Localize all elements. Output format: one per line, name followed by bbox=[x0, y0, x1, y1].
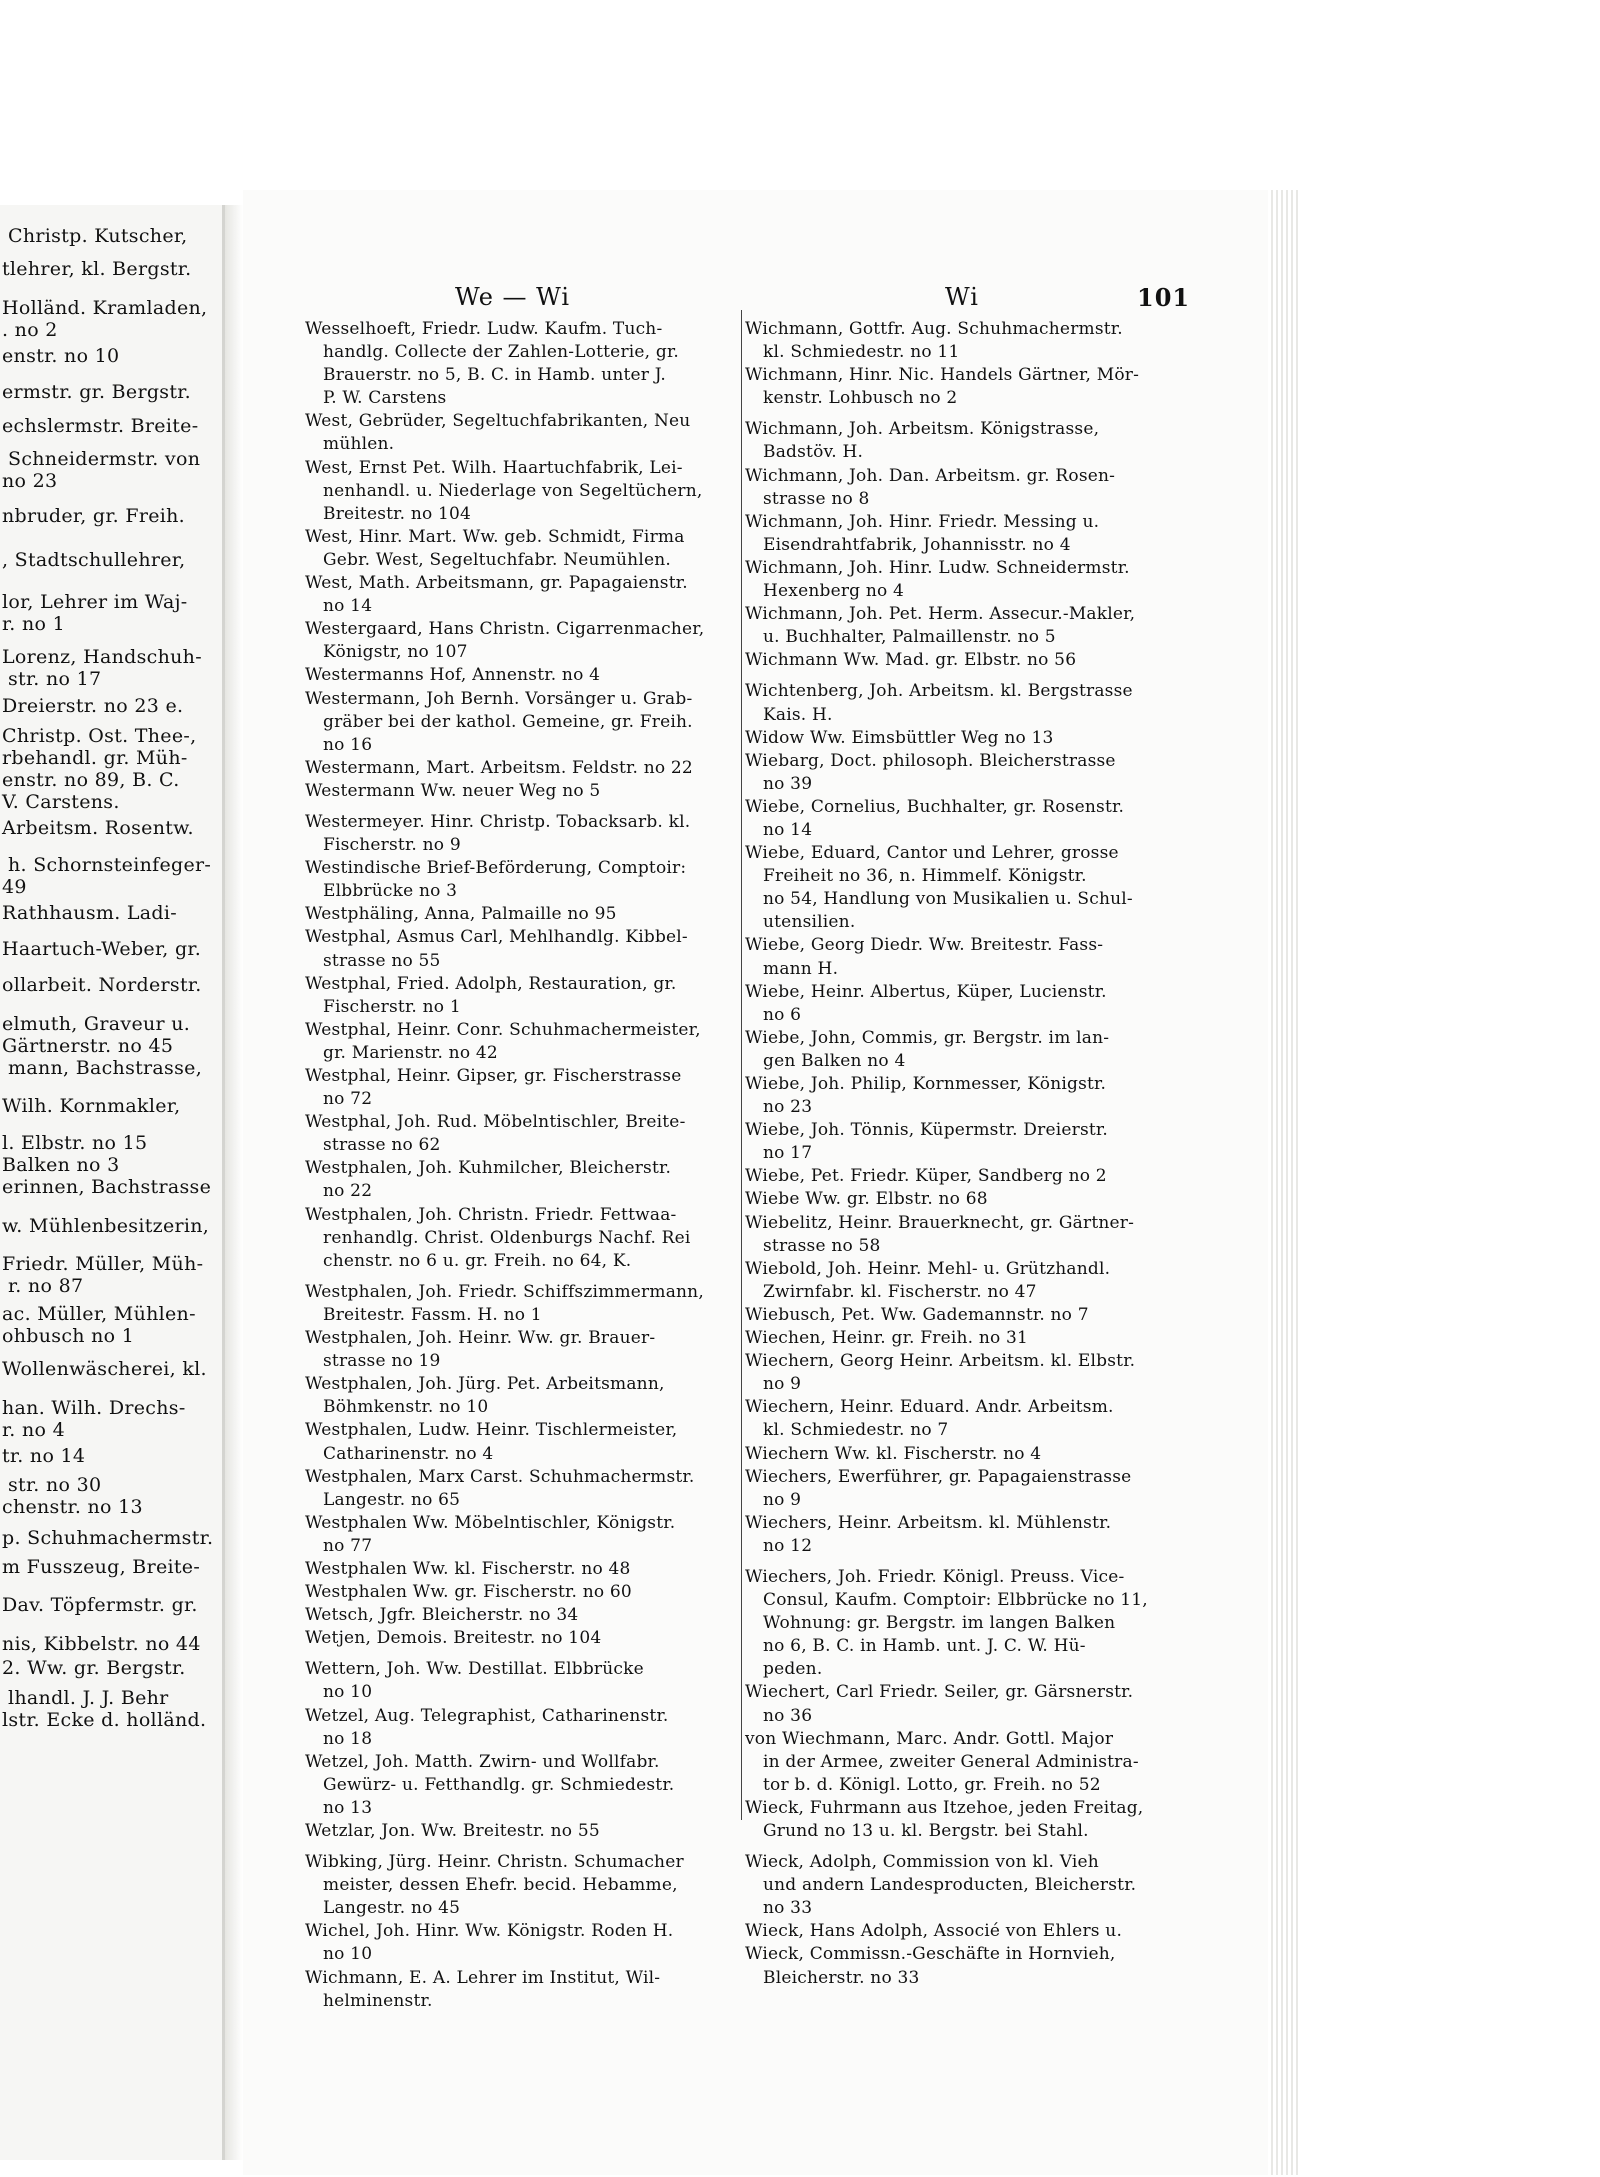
entry-continuation: no 9 bbox=[763, 1489, 802, 1510]
entry-headline: Wiebe, Heinr. Albertus, Küper, Lucienstr. bbox=[745, 981, 1107, 1002]
entry-continuation: no 23 bbox=[763, 1097, 813, 1118]
entry-headline: Wiechern, Georg Heinr. Arbeitsm. kl. Elbstr. bbox=[745, 1351, 1136, 1372]
entry-headline: Wiechers, Joh. Friedr. Königl. Preuss. Vice- bbox=[745, 1566, 1125, 1587]
left-page-line: han. Wilh. Drechs- bbox=[2, 1397, 186, 1419]
entry-headline: Wiebe, Pet. Friedr. Küper, Sandberg no 2 bbox=[745, 1166, 1107, 1187]
entry-continuation: chenstr. no 6 u. gr. Freih. no 64, K. bbox=[323, 1250, 632, 1271]
entry-headline: Westphalen, Marx Carst. Schuhmachermstr. bbox=[305, 1466, 695, 1487]
entry-continuation: Böhmkenstr. no 10 bbox=[323, 1397, 489, 1418]
left-page-line: m Fusszeug, Breite- bbox=[2, 1556, 201, 1578]
entry-headline: Wiebe, Joh. Tönnis, Küpermstr. Dreierstr. bbox=[745, 1120, 1108, 1141]
entry-continuation: no 39 bbox=[763, 773, 813, 794]
entry-continuation: no 18 bbox=[323, 1728, 373, 1749]
left-page-line: w. Mühlenbesitzerin, bbox=[2, 1215, 210, 1237]
entry-headline: Wiebusch, Pet. Ww. Gademannstr. no 7 bbox=[745, 1304, 1089, 1325]
entry-headline: Westphal, Asmus Carl, Mehlhandlg. Kibbel- bbox=[305, 927, 688, 948]
entry-headline: Westphal, Fried. Adolph, Restauration, gr. bbox=[305, 973, 677, 994]
entry-continuation: Fischerstr. no 9 bbox=[323, 835, 461, 856]
left-page-line: Lorenz, Handschuh- bbox=[2, 646, 202, 668]
entry-headline: Wiechern, Heinr. Eduard. Andr. Arbeitsm. bbox=[745, 1397, 1114, 1418]
left-page-line: , Stadtschullehrer, bbox=[2, 549, 186, 571]
entry-continuation: no 54, Handlung von Musikalien u. Schul- bbox=[763, 889, 1133, 910]
entry-continuation: helminenstr. bbox=[323, 1990, 433, 2011]
entry-headline: Wiechert, Carl Friedr. Seiler, gr. Gärsnerstr. bbox=[745, 1682, 1134, 1703]
entry-headline: Wichmann, Hinr. Nic. Handels Gärtner, Mör- bbox=[745, 365, 1140, 386]
entry-headline: Westphäling, Anna, Palmaille no 95 bbox=[305, 904, 617, 925]
entry-headline: Westermann, Joh Bernh. Vorsänger u. Grab- bbox=[305, 688, 693, 709]
entry-continuation: no 9 bbox=[763, 1374, 802, 1395]
entry-continuation: no 14 bbox=[323, 596, 373, 617]
left-page-line: 49 bbox=[2, 876, 27, 898]
entry-headline: Wichmann Ww. Mad. gr. Elbstr. no 56 bbox=[745, 650, 1077, 671]
entry-continuation: Breitestr. no 104 bbox=[323, 503, 472, 524]
left-page-line: elmuth, Graveur u. bbox=[2, 1013, 191, 1035]
left-page-line: erinnen, Bachstrasse bbox=[2, 1176, 212, 1198]
entry-continuation: peden. bbox=[763, 1659, 823, 1680]
entry-continuation: Langestr. no 65 bbox=[323, 1489, 461, 1510]
entry-continuation: strasse no 19 bbox=[323, 1351, 441, 1372]
entry-continuation: no 72 bbox=[323, 1089, 373, 1110]
entry-continuation: no 17 bbox=[763, 1143, 813, 1164]
entry-headline: West, Ernst Pet. Wilh. Haartuchfabrik, Lei- bbox=[305, 457, 683, 478]
entry-headline: Widow Ww. Eimsbüttler Weg no 13 bbox=[745, 727, 1054, 748]
page-edge bbox=[1268, 190, 1300, 2175]
entry-continuation: no 13 bbox=[323, 1797, 373, 1818]
left-page-line: ac. Müller, Mühlen- bbox=[2, 1303, 196, 1325]
entry-continuation: und andern Landesproducten, Bleicherstr. bbox=[763, 1875, 1137, 1896]
entry-continuation: no 36 bbox=[763, 1705, 813, 1726]
entry-continuation: Breitestr. Fassm. H. no 1 bbox=[323, 1304, 542, 1325]
entry-headline: Wiebelitz, Heinr. Brauerknecht, gr. Gärtner- bbox=[745, 1212, 1135, 1233]
entry-continuation: Freiheit no 36, n. Himmelf. Königstr. bbox=[763, 866, 1087, 887]
entry-continuation: Fischerstr. no 1 bbox=[323, 996, 461, 1017]
left-page-line: 2. Ww. gr. Bergstr. bbox=[2, 1657, 186, 1679]
entry-gap bbox=[745, 1558, 1195, 1566]
left-page-line: . no 2 bbox=[2, 319, 58, 341]
left-page-line: enstr. no 10 bbox=[2, 345, 120, 367]
left-page-line: Arbeitsm. Rosentw. bbox=[2, 817, 194, 839]
entry-headline: Wichmann, Gottfr. Aug. Schuhmachermstr. bbox=[745, 319, 1123, 339]
entry-headline: Westphalen, Joh. Friedr. Schiffszimmermann, bbox=[305, 1281, 704, 1302]
entry-continuation: meister, dessen Ehefr. becid. Hebamme, bbox=[323, 1875, 678, 1896]
entry-headline: Wetjen, Demois. Breitestr. no 104 bbox=[305, 1628, 602, 1649]
directory-column-right bbox=[745, 318, 1195, 1990]
entry-continuation: Kais. H. bbox=[763, 704, 833, 725]
entry-headline: Wiebe, Cornelius, Buchhalter, gr. Rosenstr. bbox=[745, 796, 1125, 817]
entry-continuation: Wohnung: gr. Bergstr. im langen Balken bbox=[763, 1613, 1116, 1634]
entry-gap bbox=[745, 672, 1195, 680]
left-page-line: chenstr. no 13 bbox=[2, 1496, 143, 1518]
entry-headline: Wiechen, Heinr. gr. Freih. no 31 bbox=[745, 1328, 1029, 1349]
left-page-line: nis, Kibbelstr. no 44 bbox=[2, 1633, 201, 1655]
entry-gap bbox=[305, 1843, 745, 1851]
entry-continuation: no 77 bbox=[323, 1535, 373, 1556]
left-page-line: lhandl. J. J. Behr bbox=[8, 1687, 169, 1709]
left-page-line: ohbusch no 1 bbox=[2, 1325, 135, 1347]
entry-headline: Westphalen, Joh. Jürg. Pet. Arbeitsmann, bbox=[305, 1374, 665, 1395]
running-header-left: We — Wi bbox=[455, 283, 571, 311]
entry-continuation: Zwirnfabr. kl. Fischerstr. no 47 bbox=[763, 1281, 1037, 1302]
entry-headline: Wesselhoeft, Friedr. Ludw. Kaufm. Tuch- bbox=[305, 319, 663, 339]
left-page-line: r. no 4 bbox=[2, 1419, 65, 1441]
left-page-line: Gärtnerstr. no 45 bbox=[2, 1035, 174, 1057]
entry-headline: Wetzel, Aug. Telegraphist, Catharinenstr. bbox=[305, 1705, 669, 1726]
entry-headline: Wiebe, Joh. Philip, Kornmesser, Königstr. bbox=[745, 1074, 1107, 1094]
entry-continuation: strasse no 8 bbox=[763, 488, 870, 509]
entry-headline: West, Math. Arbeitsmann, gr. Papagaienstr. bbox=[305, 573, 688, 594]
entry-headline: Wichmann, E. A. Lehrer im Institut, Wil- bbox=[305, 1967, 661, 1988]
page-number: 101 bbox=[1137, 283, 1191, 312]
left-page-line: h. Schornsteinfeger- bbox=[8, 854, 212, 876]
entry-headline: Wichmann, Joh. Hinr. Ludw. Schneidermstr. bbox=[745, 557, 1130, 578]
entry-continuation: P. W. Carstens bbox=[323, 388, 447, 409]
entry-headline: Westermann Ww. neuer Weg no 5 bbox=[305, 780, 601, 801]
left-page-line: str. no 17 bbox=[8, 668, 102, 690]
entry-continuation: mann H. bbox=[763, 958, 839, 979]
entry-headline: West, Hinr. Mart. Ww. geb. Schmidt, Firma bbox=[305, 526, 685, 547]
left-page bbox=[0, 205, 225, 2160]
entry-headline: Wieck, Hans Adolph, Associé von Ehlers u. bbox=[745, 1921, 1123, 1942]
entry-headline: Wiebarg, Doct. philosoph. Bleicherstrasse bbox=[745, 750, 1116, 771]
left-page-line: mann, Bachstrasse, bbox=[8, 1057, 203, 1079]
entry-headline: Westphalen, Joh. Kuhmilcher, Bleicherstr. bbox=[305, 1158, 672, 1179]
entry-continuation: no 12 bbox=[763, 1535, 813, 1556]
entry-continuation: kenstr. Lohbusch no 2 bbox=[763, 388, 958, 409]
entry-continuation: Königstr, no 107 bbox=[323, 642, 468, 663]
left-page-line: p. Schuhmachermstr. bbox=[2, 1527, 214, 1549]
entry-headline: Wiebe, Eduard, Cantor und Lehrer, grosse bbox=[745, 843, 1119, 864]
entry-headline: Westermeyer. Hinr. Christp. Tobacksarb. kl. bbox=[305, 811, 691, 832]
entry-headline: Wetzel, Joh. Matth. Zwirn- und Wollfabr. bbox=[305, 1751, 660, 1772]
entry-headline: Westphal, Heinr. Gipser, gr. Fischerstrasse bbox=[305, 1066, 682, 1086]
entry-headline: Westphal, Joh. Rud. Möbelntischler, Breite- bbox=[305, 1112, 686, 1133]
entry-headline: Westphalen, Joh. Christn. Friedr. Fettwaa- bbox=[305, 1204, 677, 1225]
entry-continuation: in der Armee, zweiter General Administra- bbox=[763, 1751, 1139, 1772]
left-page-line: Holländ. Kramladen, bbox=[2, 297, 208, 319]
entry-continuation: no 14 bbox=[763, 819, 813, 840]
entry-continuation: no 33 bbox=[763, 1898, 813, 1919]
entry-continuation: Badstöv. H. bbox=[763, 442, 864, 463]
entry-headline: Westermanns Hof, Annenstr. no 4 bbox=[305, 665, 601, 686]
entry-continuation: Bleicherstr. no 33 bbox=[763, 1967, 920, 1988]
entry-continuation: no 6 bbox=[763, 1004, 802, 1025]
left-page-line: rbehandl. gr. Müh- bbox=[2, 747, 188, 769]
left-page-line: tlehrer, kl. Bergstr. bbox=[2, 258, 192, 280]
left-page-line: Dav. Töpfermstr. gr. bbox=[2, 1594, 198, 1616]
left-page-line: Friedr. Müller, Müh- bbox=[2, 1253, 204, 1275]
entry-continuation: no 10 bbox=[323, 1682, 373, 1703]
entry-headline: Wiechern Ww. kl. Fischerstr. no 4 bbox=[745, 1443, 1042, 1464]
left-page-line: l. Elbstr. no 15 bbox=[2, 1132, 148, 1154]
entry-continuation: Consul, Kaufm. Comptoir: Elbbrücke no 11, bbox=[763, 1590, 1148, 1611]
entry-continuation: no 6, B. C. in Hamb. unt. J. C. W. Hü- bbox=[763, 1636, 1086, 1657]
entry-headline: Wichtenberg, Joh. Arbeitsm. kl. Bergstrasse bbox=[745, 681, 1133, 702]
entry-continuation: strasse no 62 bbox=[323, 1135, 441, 1156]
entry-headline: Westphalen, Joh. Heinr. Ww. gr. Brauer- bbox=[305, 1328, 656, 1349]
entry-headline: Westphalen Ww. Möbelntischler, Königstr. bbox=[305, 1512, 676, 1533]
entry-headline: Wetzlar, Jon. Ww. Breitestr. no 55 bbox=[305, 1821, 600, 1841]
entry-headline: Wiebe Ww. gr. Elbstr. no 68 bbox=[745, 1189, 988, 1210]
left-page-line: no 23 bbox=[2, 470, 58, 492]
entry-headline: Westermann, Mart. Arbeitsm. Feldstr. no 22 bbox=[305, 757, 693, 778]
left-page-line: enstr. no 89, B. C. bbox=[2, 769, 180, 791]
entry-continuation: no 22 bbox=[323, 1181, 373, 1202]
left-page-line: Dreierstr. no 23 e. bbox=[2, 695, 184, 717]
entry-headline: Wiechers, Ewerführer, gr. Papagaienstrasse bbox=[745, 1466, 1132, 1487]
left-page-line: Wilh. Kornmakler, bbox=[2, 1095, 181, 1117]
entry-continuation: kl. Schmiedestr. no 7 bbox=[763, 1420, 949, 1441]
entry-gap bbox=[745, 410, 1195, 418]
left-page-line: lstr. Ecke d. holländ. bbox=[2, 1709, 207, 1731]
left-page-line: V. Carstens. bbox=[2, 791, 120, 813]
entry-headline: Westphalen Ww. kl. Fischerstr. no 48 bbox=[305, 1558, 631, 1579]
entry-continuation: handlg. Collecte der Zahlen-Lotterie, gr. bbox=[323, 342, 680, 363]
left-page-line: Balken no 3 bbox=[2, 1154, 120, 1176]
entry-headline: Wichmann, Joh. Arbeitsm. Königstrasse, bbox=[745, 419, 1100, 440]
entry-headline: Wetsch, Jgfr. Bleicherstr. no 34 bbox=[305, 1605, 579, 1626]
entry-headline: Wiechers, Heinr. Arbeitsm. kl. Mühlenstr. bbox=[745, 1512, 1112, 1533]
entry-headline: Wichel, Joh. Hinr. Ww. Königstr. Roden H. bbox=[305, 1921, 674, 1942]
entry-continuation: gräber bei der kathol. Gemeine, gr. Freih. bbox=[323, 711, 693, 732]
entry-continuation: tor b. d. Königl. Lotto, gr. Freih. no 52 bbox=[763, 1774, 1101, 1795]
entry-headline: West, Gebrüder, Segeltuchfabrikanten, Neu bbox=[305, 411, 691, 432]
entry-continuation: no 10 bbox=[323, 1944, 373, 1965]
entry-headline: Wettern, Joh. Ww. Destillat. Elbbrücke bbox=[305, 1659, 644, 1680]
entry-continuation: utensilien. bbox=[763, 912, 856, 933]
entry-headline: Wieck, Adolph, Commission von kl. Vieh bbox=[745, 1852, 1099, 1873]
left-page-line: Schneidermstr. von bbox=[8, 448, 201, 470]
left-page-line: Christp. Ost. Thee-, bbox=[2, 725, 197, 747]
entry-continuation: Gebr. West, Segeltuchfabr. Neumühlen. bbox=[323, 549, 671, 570]
entry-headline: Wichmann, Joh. Hinr. Friedr. Messing u. bbox=[745, 511, 1100, 532]
entry-headline: Westergaard, Hans Christn. Cigarrenmacher, bbox=[305, 619, 705, 640]
entry-continuation: Catharinenstr. no 4 bbox=[323, 1443, 494, 1464]
entry-continuation: Grund no 13 u. kl. Bergstr. bei Stahl. bbox=[763, 1821, 1089, 1841]
entry-continuation: nenhandl. u. Niederlage von Segeltüchern, bbox=[323, 480, 703, 501]
directory-column-left bbox=[305, 318, 745, 2013]
book-gutter bbox=[225, 205, 243, 2160]
page-margin bbox=[1300, 190, 1600, 2175]
left-page-line: ollarbeit. Norderstr. bbox=[2, 974, 202, 996]
entry-continuation: Gewürz- u. Fetthandlg. gr. Schmiedestr. bbox=[323, 1774, 675, 1795]
left-page-line: r. no 87 bbox=[8, 1275, 84, 1297]
left-page-line: Wollenwäscherei, kl. bbox=[2, 1358, 207, 1380]
entry-gap bbox=[305, 1650, 745, 1658]
entry-continuation: Langestr. no 45 bbox=[323, 1898, 461, 1919]
entry-continuation: no 16 bbox=[323, 734, 373, 755]
entry-headline: Wichmann, Joh. Pet. Herm. Assecur.-Makler, bbox=[745, 604, 1136, 625]
entry-continuation: renhandlg. Christ. Oldenburgs Nachf. Rei bbox=[323, 1227, 691, 1248]
entry-continuation: kl. Schmiedestr. no 11 bbox=[763, 342, 960, 363]
entry-continuation: Hexenberg no 4 bbox=[763, 581, 905, 602]
left-page-line: Rathhausm. Ladi- bbox=[2, 902, 177, 924]
entry-continuation: Brauerstr. no 5, B. C. in Hamb. unter J. bbox=[323, 365, 667, 386]
entry-gap bbox=[745, 1843, 1195, 1851]
entry-continuation: mühlen. bbox=[323, 434, 395, 455]
entry-continuation: strasse no 55 bbox=[323, 950, 441, 971]
left-page-line: lor, Lehrer im Waj- bbox=[2, 591, 188, 613]
entry-gap bbox=[305, 1273, 745, 1281]
entry-continuation: gen Balken no 4 bbox=[763, 1050, 906, 1071]
entry-continuation: Elbbrücke no 3 bbox=[323, 881, 458, 902]
left-page-line: str. no 30 bbox=[8, 1474, 102, 1496]
entry-headline: Wibking, Jürg. Heinr. Christn. Schumacher bbox=[305, 1852, 684, 1873]
entry-headline: von Wiechmann, Marc. Andr. Gottl. Major bbox=[745, 1728, 1114, 1749]
entry-gap bbox=[305, 803, 745, 811]
left-page-line: r. no 1 bbox=[2, 613, 65, 635]
entry-continuation: strasse no 58 bbox=[763, 1235, 881, 1256]
entry-headline: Wiebe, John, Commis, gr. Bergstr. im lan- bbox=[745, 1027, 1110, 1048]
entry-headline: Westindische Brief-Beförderung, Comptoir: bbox=[305, 858, 687, 879]
left-page-line: nbruder, gr. Freih. bbox=[2, 505, 185, 527]
entry-headline: Westphal, Heinr. Conr. Schuhmachermeister, bbox=[305, 1019, 701, 1040]
entry-headline: Wichmann, Joh. Dan. Arbeitsm. gr. Rosen- bbox=[745, 465, 1116, 486]
entry-headline: Westphalen, Ludw. Heinr. Tischlermeister, bbox=[305, 1420, 678, 1441]
left-page-line: Haartuch-Weber, gr. bbox=[2, 938, 202, 960]
entry-headline: Wiebe, Georg Diedr. Ww. Breitestr. Fass- bbox=[745, 935, 1104, 956]
entry-continuation: gr. Marienstr. no 42 bbox=[323, 1042, 498, 1063]
left-page-line: tr. no 14 bbox=[2, 1445, 86, 1467]
left-page-line: Christp. Kutscher, bbox=[8, 225, 188, 247]
entry-headline: Westphalen Ww. gr. Fischerstr. no 60 bbox=[305, 1582, 632, 1603]
running-header-right: Wi bbox=[945, 283, 979, 311]
entry-headline: Wiebold, Joh. Heinr. Mehl- u. Grützhandl. bbox=[745, 1258, 1111, 1279]
left-page-line: echslermstr. Breite- bbox=[2, 415, 199, 437]
entry-headline: Wieck, Fuhrmann aus Itzehoe, jeden Freitag, bbox=[745, 1797, 1144, 1818]
entry-continuation: u. Buchhalter, Palmaillenstr. no 5 bbox=[763, 627, 1056, 648]
left-page-line: ermstr. gr. Bergstr. bbox=[2, 381, 191, 403]
entry-continuation: Eisendrahtfabrik, Johannisstr. no 4 bbox=[763, 534, 1071, 555]
entry-headline: Wieck, Commissn.-Geschäfte in Hornvieh, bbox=[745, 1944, 1116, 1965]
